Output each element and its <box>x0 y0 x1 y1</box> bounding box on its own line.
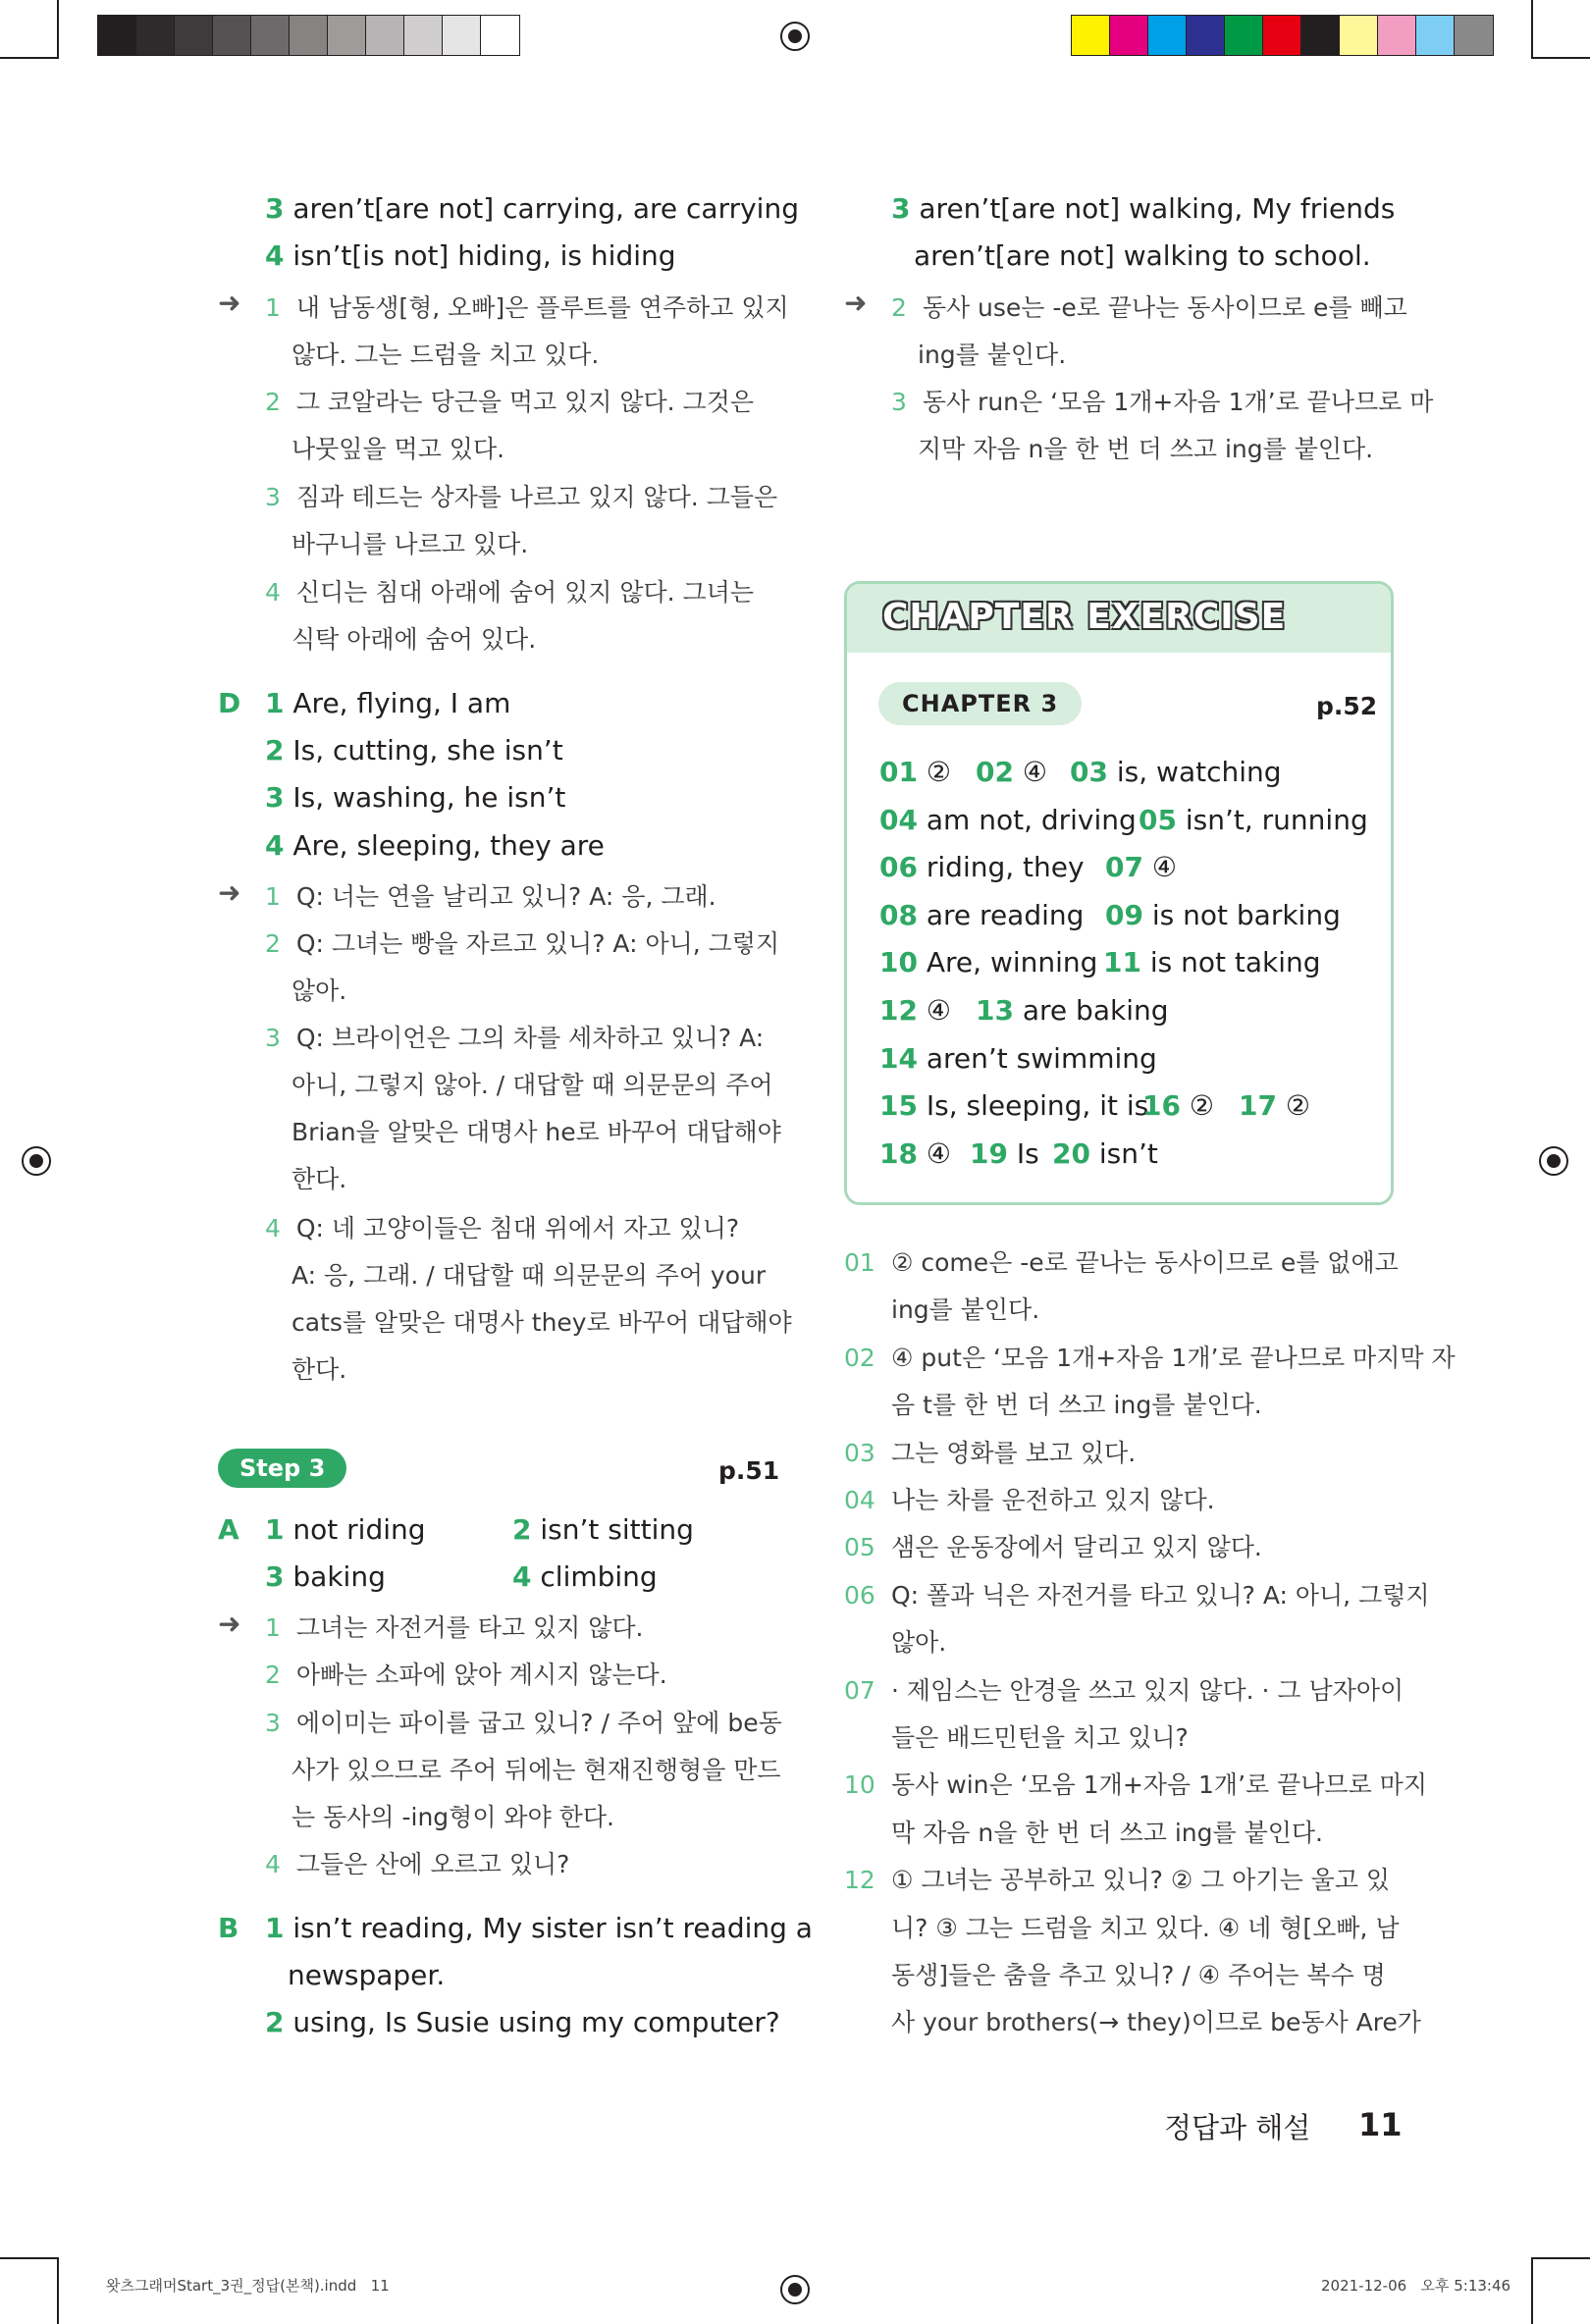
color-swatch <box>1110 16 1148 55</box>
exercise-answer-text: ④ <box>1151 851 1177 884</box>
translation-line: 나뭇잎을 먹고 있다. <box>292 435 505 463</box>
explanation-number: 06 <box>844 1580 875 1610</box>
exercise-answer-number: 12 <box>879 994 918 1027</box>
color-swatch <box>1225 16 1263 55</box>
translation-line: 는 동사의 -ing형이 와야 한다. <box>292 1803 614 1831</box>
chapter-exercise-title: CHAPTER EXERCISE <box>882 597 1287 637</box>
page-number: 11 <box>1358 2106 1403 2143</box>
exercise-answer-number: 18 <box>879 1136 918 1170</box>
explanation-line: 막 자음 n을 한 번 더 쓰고 ing를 붙인다. <box>891 1818 1323 1847</box>
translation-line: 않다. 그는 드럼을 치고 있다. <box>292 341 600 369</box>
footer-section-title: 정답과 해설 <box>1164 2111 1311 2144</box>
translation-d-3: 3 Q: 브라이언은 그의 차를 세차하고 있니? A: <box>265 1024 765 1052</box>
arrow-icon: ➜ <box>218 1608 241 1640</box>
exercise-answer-number: 09 <box>1105 898 1143 931</box>
explanation-number: 12 <box>844 1866 875 1895</box>
translation-line: Brian을 알맞은 대명사 he로 바꾸어 대답해야 <box>292 1118 781 1146</box>
exercise-answer-04 <box>879 804 1137 836</box>
answer-c-3: 3 aren’t[are not] carrying, are carrying <box>265 192 799 225</box>
answer-d-3: 3 Is, washing, he isn’t <box>265 781 566 814</box>
exercise-answer-number: 08 <box>879 898 918 931</box>
exercise-answer-number: 04 <box>879 803 918 836</box>
answer-a-2: 2 isn’t sitting <box>512 1513 694 1546</box>
translation-line: 사가 있으므로 주어 뒤에는 현재진행형을 만드 <box>292 1756 781 1784</box>
color-swatch <box>1187 16 1225 55</box>
exercise-answer-text: ② <box>1189 1089 1214 1123</box>
color-swatch <box>98 16 136 55</box>
translation-c-1: 1 내 남동생[형, 오빠]은 플루트를 연주하고 있지 <box>265 293 789 322</box>
exercise-answer-text: is, watching <box>1116 756 1282 788</box>
color-swatch <box>404 16 443 55</box>
translation-d-2: 2 Q: 그녀는 빵을 자르고 있니? A: 아니, 그렇지 <box>265 929 780 958</box>
exercise-answer-text: Is, sleeping, it is <box>926 1089 1149 1123</box>
exercise-answer-number: 01 <box>879 756 918 788</box>
translation-line: A: 응, 그래. / 대답할 때 의문문의 주어 your <box>292 1261 767 1290</box>
exercise-answer-number: 20 <box>1052 1136 1090 1170</box>
explanation-line: 동생]들은 춤을 추고 있니? / ④ 주어는 복수 명 <box>891 1961 1386 1989</box>
exercise-answer-text: ② <box>1285 1089 1310 1123</box>
step-page-ref: p.51 <box>718 1456 780 1485</box>
exercise-answer-text: Are, winning <box>926 946 1098 979</box>
registration-mark-right <box>1539 1146 1568 1176</box>
color-swatch <box>1378 16 1416 55</box>
translation-line: 한다. <box>292 1355 347 1384</box>
registration-mark-top <box>780 22 810 51</box>
color-swatch <box>213 16 251 55</box>
translation-a-2: 2 아빠는 소파에 앉아 계시지 않는다. <box>265 1661 667 1689</box>
explanation-line: 않아. <box>891 1628 947 1658</box>
translation-d-4: 4 Q: 네 고양이들은 침대 위에서 자고 있니? <box>265 1214 740 1242</box>
explanation-line: 사 your brothers(→ they)이므로 be동사 Are가 <box>891 2008 1421 2037</box>
explanation-line: 들은 배드민턴을 치고 있니? <box>891 1723 1189 1752</box>
exercise-answer-text: ④ <box>926 1136 951 1170</box>
exercise-answer-text: ② <box>926 756 951 788</box>
exercise-answer-15 <box>879 1089 1148 1122</box>
explanation-number: 10 <box>844 1770 875 1800</box>
exercise-answer-03 <box>1070 756 1282 788</box>
color-swatch <box>1301 16 1340 55</box>
section-b-label: B <box>218 1912 239 1944</box>
arrow-icon: ➜ <box>218 876 241 909</box>
translation-c-3: 3 짐과 테드는 상자를 나르고 있지 않다. 그들은 <box>265 483 778 511</box>
answer-line: aren’t[are not] walking to school. <box>914 239 1371 272</box>
explanation-text: 그는 영화를 보고 있다. <box>891 1438 1137 1467</box>
exercise-answer-text: am not, driving <box>926 803 1137 836</box>
exercise-answer-text: Is <box>1016 1136 1039 1170</box>
color-swatch <box>366 16 404 55</box>
explanation-01 <box>844 1243 1399 1279</box>
exercise-answer-20 <box>1052 1137 1158 1170</box>
translation-b-3: 3 동사 run은 ‘모음 1개+자음 1개’로 끝나므로 마 <box>891 388 1434 416</box>
exercise-answer-17 <box>1239 1089 1310 1122</box>
translation-line: ing를 붙인다. <box>918 341 1067 369</box>
exercise-answer-number: 02 <box>976 756 1014 788</box>
exercise-answer-number: 13 <box>976 994 1014 1027</box>
exercise-answer-text: isn’t, running <box>1185 803 1368 836</box>
color-swatch <box>443 16 481 55</box>
answer-a-4: 4 climbing <box>512 1560 658 1593</box>
color-swatch <box>1416 16 1455 55</box>
color-swatch <box>1340 16 1378 55</box>
footer-file-name: 왓츠그래머Start_3권_정답(본책).indd 11 <box>106 2277 390 2295</box>
answer-a-3: 3 baking <box>265 1560 386 1593</box>
chapter-page-ref: p.52 <box>1316 692 1378 720</box>
exercise-answer-01 <box>879 756 951 788</box>
step-3-badge: Step 3 <box>218 1449 346 1488</box>
translation-a-4: 4 그들은 산에 오르고 있니? <box>265 1850 570 1878</box>
explanation-05 <box>844 1528 1262 1563</box>
explanation-text: ② come은 -e로 끝나는 동사이므로 e를 없애고 <box>891 1248 1399 1277</box>
answer-d-2: 2 Is, cutting, she isn’t <box>265 734 563 766</box>
exercise-answer-number: 03 <box>1070 756 1108 788</box>
exercise-answer-14 <box>879 1042 1157 1075</box>
answer-d-4: 4 Are, sleeping, they are <box>265 829 605 862</box>
translation-b-2: 2 동사 use는 -e로 끝나는 동사이므로 e를 빼고 <box>891 293 1407 322</box>
chapter-exercise-header <box>847 584 1391 653</box>
color-swatch <box>1072 16 1110 55</box>
explanation-02 <box>844 1339 1456 1374</box>
exercise-answer-text: is not taking <box>1149 946 1321 979</box>
explanation-number: 03 <box>844 1438 875 1467</box>
explanation-04 <box>844 1481 1215 1516</box>
explanation-03 <box>844 1434 1136 1469</box>
exercise-answer-number: 05 <box>1139 803 1177 836</box>
translation-line: cats를 알맞은 대명사 they로 바꾸어 대답해야 <box>292 1308 792 1337</box>
exercise-answer-02 <box>976 756 1047 788</box>
explanation-number: 07 <box>844 1675 875 1705</box>
explanation-number: 01 <box>844 1248 875 1277</box>
explanation-text: ④ put은 ‘모음 1개+자음 1개’로 끝나므로 마지막 자 <box>891 1343 1456 1372</box>
exercise-answer-10 <box>879 946 1097 978</box>
explanation-line: 음 t를 한 번 더 쓰고 ing를 붙인다. <box>891 1391 1262 1420</box>
exercise-answer-number: 06 <box>879 851 918 884</box>
color-swatch <box>1455 16 1493 55</box>
answer-a-1: 1 not riding <box>265 1513 426 1546</box>
exercise-answer-text: aren’t swimming <box>926 1041 1157 1075</box>
exercise-answer-08 <box>879 899 1084 931</box>
exercise-answer-06 <box>879 851 1085 883</box>
exercise-answer-19 <box>970 1137 1039 1170</box>
exercise-answer-number: 19 <box>970 1136 1008 1170</box>
color-swatch <box>290 16 328 55</box>
translation-line: 아니, 그렇지 않아. / 대답할 때 의문문의 주어 <box>292 1071 773 1099</box>
translation-c-2: 2 그 코알라는 당근을 먹고 있지 않다. 그것은 <box>265 388 754 416</box>
answer-b-3: 3 aren’t[are not] walking, My friends <box>891 192 1396 225</box>
exercise-answer-number: 16 <box>1142 1089 1181 1123</box>
registration-mark-left <box>22 1146 51 1176</box>
exercise-answer-05 <box>1139 804 1368 836</box>
exercise-answer-number: 14 <box>879 1041 918 1075</box>
translation-line: 식탁 아래에 숨어 있다. <box>292 625 537 654</box>
color-swatch <box>1263 16 1301 55</box>
answer-b-2: 2 using, Is Susie using my computer? <box>265 2006 780 2038</box>
color-swatch <box>251 16 290 55</box>
explanation-number: 05 <box>844 1533 875 1562</box>
explanation-number: 02 <box>844 1343 875 1372</box>
explanation-text: ① 그녀는 공부하고 있니? ② 그 아기는 울고 있 <box>891 1866 1391 1895</box>
section-a-label: A <box>218 1513 239 1546</box>
exercise-answer-number: 15 <box>879 1089 918 1123</box>
explanation-text: 동사 win은 ‘모음 1개+자음 1개’로 끝나므로 마지 <box>891 1770 1427 1800</box>
color-swatch <box>481 16 519 55</box>
exercise-answer-11 <box>1103 946 1321 978</box>
arrow-icon: ➜ <box>844 287 868 319</box>
explanation-10 <box>844 1766 1427 1801</box>
translation-a-3: 3 에이미는 파이를 굽고 있니? / 주어 앞에 be동 <box>265 1709 782 1737</box>
color-swatch <box>328 16 366 55</box>
footer-timestamp: 2021-12-06 오후 5:13:46 <box>1321 2277 1511 2295</box>
explanation-line: ing를 붙인다. <box>891 1295 1040 1325</box>
arrow-icon: ➜ <box>218 287 241 319</box>
translation-a-1: 1 그녀는 자전거를 타고 있지 않다. <box>265 1613 644 1642</box>
exercise-answer-number: 11 <box>1103 946 1141 979</box>
section-d-label: D <box>218 687 241 719</box>
translation-line: 바구니를 나르고 있다. <box>292 530 529 558</box>
exercise-answer-09 <box>1105 899 1341 931</box>
exercise-answer-07 <box>1105 851 1177 883</box>
exercise-answer-12 <box>879 994 951 1027</box>
explanation-text: 샘은 운동장에서 달리고 있지 않다. <box>891 1533 1262 1562</box>
exercise-answer-number: 17 <box>1239 1089 1277 1123</box>
exercise-answer-16 <box>1142 1089 1214 1122</box>
exercise-answer-text: is not barking <box>1151 898 1341 931</box>
translation-d-1: 1 Q: 너는 연을 날리고 있니? A: 응, 그래. <box>265 882 716 911</box>
translation-line: 않아. <box>292 977 347 1005</box>
exercise-answer-13 <box>976 994 1169 1027</box>
translation-c-4: 4 신디는 침대 아래에 숨어 있지 않다. 그녀는 <box>265 578 754 607</box>
exercise-answer-number: 07 <box>1105 851 1143 884</box>
exercise-answer-text: isn’t <box>1098 1136 1158 1170</box>
exercise-answer-text: riding, they <box>926 851 1085 884</box>
exercise-answer-text: ④ <box>1022 756 1047 788</box>
exercise-answer-number: 10 <box>879 946 918 979</box>
explanation-text: Q: 폴과 닉은 자전거를 타고 있니? A: 아니, 그렇지 <box>891 1580 1430 1610</box>
explanation-07 <box>844 1671 1404 1707</box>
translation-line: 한다. <box>292 1165 347 1193</box>
answer-line: newspaper. <box>288 1959 446 1991</box>
color-swatch <box>1148 16 1187 55</box>
exercise-answer-text: ④ <box>926 994 951 1027</box>
exercise-answer-text: are reading <box>926 898 1085 931</box>
translation-line: 지막 자음 n을 한 번 더 쓰고 ing를 붙인다. <box>918 435 1374 463</box>
registration-mark-bottom <box>780 2275 810 2304</box>
answer-b-1: 1 isn’t reading, My sister isn’t reading a <box>265 1912 813 1944</box>
chapter-badge: CHAPTER 3 <box>878 682 1082 725</box>
color-swatch <box>175 16 213 55</box>
explanation-number: 04 <box>844 1486 875 1514</box>
exercise-answer-18 <box>879 1137 951 1170</box>
answer-d-1: 1 Are, flying, I am <box>265 687 511 719</box>
color-swatch <box>136 16 175 55</box>
explanation-text: · 제임스는 안경을 쓰고 있지 않다. · 그 남자아이 <box>891 1675 1404 1705</box>
explanation-text: 나는 차를 운전하고 있지 않다. <box>891 1486 1215 1514</box>
explanation-line: 니? ③ 그는 드럼을 치고 있다. ④ 네 형[오빠, 남 <box>891 1913 1400 1942</box>
explanation-06 <box>844 1576 1430 1611</box>
answer-c-4: 4 isn’t[is not] hiding, is hiding <box>265 239 676 272</box>
exercise-answer-text: are baking <box>1022 994 1169 1027</box>
explanation-12 <box>844 1861 1390 1896</box>
